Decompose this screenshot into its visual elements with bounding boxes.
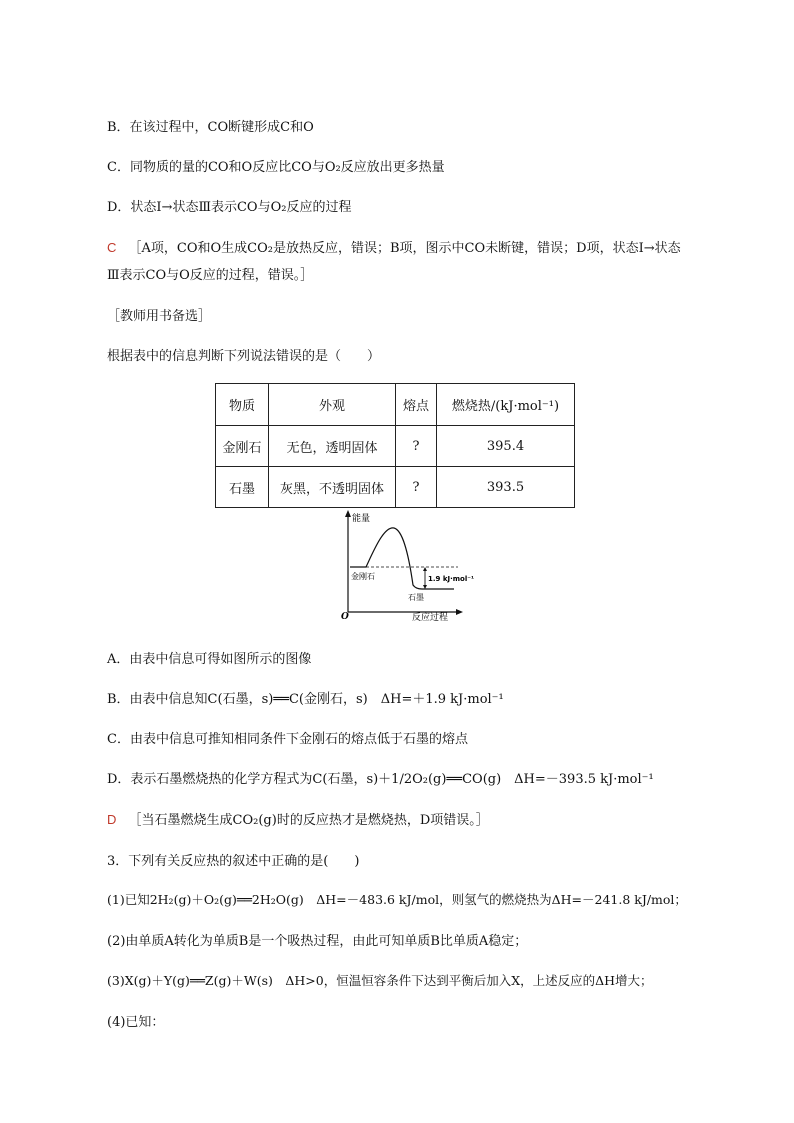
table-cell: 395.4 xyxy=(437,426,575,467)
table-header: 外观 xyxy=(269,384,396,426)
table-cell: 393.5 xyxy=(437,467,575,508)
answer-1-cont: Ⅲ表示CO与O反应的过程，错误。］ xyxy=(107,268,314,283)
gap-label: 1.9 kJ·mol⁻¹ xyxy=(428,575,475,583)
q2-option-d: D．表示石墨燃烧热的化学方程式为C(石墨，s)＋1/2O₂(g)══CO(g) ΔH=－393.5 kJ·mol⁻¹ xyxy=(107,772,654,787)
teacher-note: ［教师用书备选］ xyxy=(107,309,212,324)
y-axis-label: 能量 xyxy=(352,514,371,524)
y-axis-arrow xyxy=(345,510,351,517)
info-table xyxy=(215,383,575,508)
table-header: 物质 xyxy=(216,384,269,426)
answer-2-text: ［当石墨燃烧生成CO₂(g)时的反应热才是燃烧热，D项错误。］ xyxy=(128,813,489,828)
table-cell: 金刚石 xyxy=(216,426,269,467)
q2-option-a: A．由表中信息可得如图所示的图像 xyxy=(107,652,312,667)
table-header: 熔点 xyxy=(396,384,437,426)
diamond-label: 金刚石 xyxy=(351,572,375,581)
answer-2-letter: D xyxy=(107,812,117,827)
question-3: 3．下列有关反应热的叙述中正确的是( ) xyxy=(107,854,360,869)
q3-item-1: (1)已知2H₂(g)＋O₂(g)══2H₂O(g) ΔH=－483.6 kJ/mol，则氢气的燃烧热为ΔH=－241.8 kJ/mol； xyxy=(107,892,687,907)
table-row xyxy=(216,426,575,467)
table-cell: ? xyxy=(396,467,437,508)
gap-arrow-head-top xyxy=(423,567,427,571)
answer-1 xyxy=(107,237,681,256)
table-cell: ? xyxy=(396,426,437,467)
graphite-label: 石墨 xyxy=(408,593,424,602)
q2-option-b: B．由表中信息知C(石墨，s)══C(金刚石，s) ΔH=＋1.9 kJ·mol⁻¹ xyxy=(107,692,504,707)
answer-1-letter: C xyxy=(107,240,117,255)
table-cell: 无色，透明固体 xyxy=(269,426,396,467)
table-cell: 石墨 xyxy=(216,467,269,508)
x-axis-label: 反应过程 xyxy=(412,613,449,623)
option-c: C．同物质的量的CO和O反应比CO与O₂反应放出更多热量 xyxy=(107,160,445,175)
table-cell: 灰黑，不透明固体 xyxy=(269,467,396,508)
question-2: 根据表中的信息判断下列说法错误的是（ ） xyxy=(107,349,381,364)
q3-item-2: (2)由单质A转化为单质B是一个吸热过程，由此可知单质B比单质A稳定； xyxy=(107,934,528,949)
q3-item-3: (3)X(g)＋Y(g)══Z(g)＋W(s) ΔH>0，恒温恒容条件下达到平衡后加入X，上述反应的ΔH增大； xyxy=(107,973,653,988)
table-row xyxy=(216,467,575,508)
q2-option-c: C．由表中信息可推知相同条件下金刚石的熔点低于石墨的熔点 xyxy=(107,732,468,747)
origin-label: O xyxy=(341,612,349,622)
table-header: 燃烧热/(kJ·mol⁻¹) xyxy=(437,384,575,426)
x-axis-arrow xyxy=(456,609,463,615)
answer-2 xyxy=(107,809,489,828)
q3-item-4: (4)已知： xyxy=(107,1015,165,1030)
answer-1-text: ［A项，CO和O生成CO₂是放热反应，错误；B项，图示中CO未断键，错误；D项，状态Ⅰ→状态 xyxy=(128,241,681,256)
option-d: D．状态Ⅰ→状态Ⅲ表示CO与O₂反应的过程 xyxy=(107,200,352,215)
option-b: B．在该过程中，CO断键形成C和O xyxy=(107,120,314,135)
energy-diagram xyxy=(338,510,475,625)
